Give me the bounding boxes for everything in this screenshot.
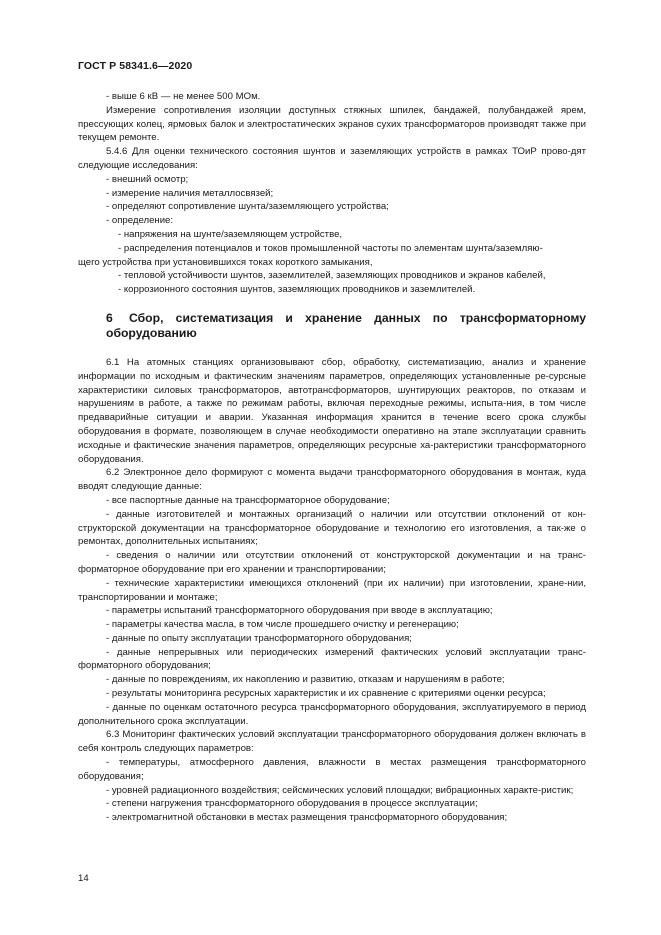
clause-5-4-6: 5.4.6 Для оценки технического состояния шунтов и заземляющих устройств в рамках ТОиР прово-дят следующие исследования: xyxy=(78,146,586,171)
sub-list-item: - тепловой устойчивости шунтов, заземлителей, заземляющих проводников и экранов кабелей, xyxy=(118,270,546,282)
list-item: - данные непрерывных или периодических измерений фактических условий эксплуатации транс-форматорного оборудования; xyxy=(78,646,586,672)
paragraph: Измерение сопротивления изоляции доступных стяжных шпилек, бандажей, полубандажей ярем, прессующих колец, ярмовых балок и электростатических экранов сухих трансформаторов производят также при текущем ремонте. xyxy=(78,104,586,144)
section-title: Сбор, систематизация и хранение данных по трансформаторному оборудованию xyxy=(106,310,586,341)
list-item: - уровней радиационного воздействия; сейсмических условий площадки; вибрационных характе-ристик; xyxy=(106,784,574,796)
list-item: - электромагнитной обстановки в местах размещения трансформаторного оборудования; xyxy=(106,812,508,824)
page-number: 14 xyxy=(78,873,89,884)
section-number: 6 xyxy=(106,310,113,325)
list-item: - данные по опыту эксплуатации трансформаторного оборудования; xyxy=(106,632,412,644)
list-item: - данные по оценкам остаточного ресурса трансформаторного оборудования, эксплуатируемого в период дополнительного срока эксплуатации. xyxy=(78,701,586,727)
list-item: - определение: xyxy=(106,215,174,227)
document-header: ГОСТ Р 58341.6—2020 xyxy=(78,60,193,72)
list-item: - результаты мониторинга ресурсных характеристик и их сравнение с критериями оценки ресурса; xyxy=(106,688,546,700)
list-item: - выше 6 кВ — не менее 500 МОм. xyxy=(106,91,261,102)
list-item: - данные изготовителей и монтажных организаций о наличии или отсутствии отклонений от кон-структорской документации на трансформаторное оборудование и технологию его изготовления, а так-же о ремонтах, дополнительных испытаниях; xyxy=(78,508,586,548)
list-item: - степени нагружения трансформаторного оборудования в процессе эксплуатации; xyxy=(106,798,478,810)
clause-6-3: 6.3 Мониторинг фактических условий эксплуатации трансформаторного оборудования должен включать в себя контроль следующих параметров: xyxy=(78,729,586,755)
list-item: - все паспортные данные на трансформаторное оборудование; xyxy=(106,494,390,506)
page-body xyxy=(78,90,586,825)
sub-list-item: - распределения потенциалов и токов промышленной частоты по элементам шунта/заземляю- щего устройства при установившихся токах короткого замыкания, xyxy=(78,242,543,268)
list-item: - измерение наличия металлосвязей; xyxy=(106,187,274,199)
list-item: - данные по повреждениям, их накоплению и развитию, отказам и нарушениям в работе; xyxy=(106,674,505,686)
list-item: - температуры, атмосферного давления, влажности в местах размещения трансформаторного оборудования; xyxy=(78,757,586,782)
list-item: - внешний осмотр; xyxy=(106,173,189,185)
list-item: - сведения о наличии или отсутствии отклонений от конструкторской документации и на транс-форматорное оборудование при его хранении и транспортировании; xyxy=(78,550,586,575)
list-item: - параметры испытаний трансформаторного оборудования при вводе в эксплуатацию; xyxy=(106,605,493,617)
sub-list-item: - напряжения на шунте/заземляющем устройстве, xyxy=(118,228,343,240)
list-item: - определяют сопротивление шунта/заземляющего устройства; xyxy=(106,201,389,213)
list-item: - технические характеристики имеющихся отклонений (при их наличии) при изготовлении, хране-нии, транспортировании и монтаже; xyxy=(78,577,586,603)
clause-6-2: 6.2 Электронное дело формируют с момента выдачи трансформаторного оборудования в монтаж, куда вводят следующие данные: xyxy=(78,467,586,493)
clause-6-1: 6.1 На атомных станциях организовывают сбор, обработку, систематизацию, анализ и хранение информации по исходным и фактическим значениям параметров, определяющих установленные ре-сурсные характеристики силовых трансформаторов, автотрансформаторов, шунтирующих реакторов, по отказам и нарушениям в работе, а также по режимам работы, включая переходные режимы, испыта-ния, в том числе предаварийные ситуации и аварии. Указанная информация хранится в течение всего срока службы оборудования в формате, позволяющем в случае необходимости оперативно на этапе эксплуатации сравнить исходные и фактические значения параметров, определяющих ресурсные ха-рактеристики трансформаторного оборудования. xyxy=(78,356,586,465)
list-item: - параметры качества масла, в том числе прошедшего очистку и регенерацию; xyxy=(106,619,459,631)
sub-list-item: - коррозионного состояния шунтов, заземляющих проводников и заземлителей. xyxy=(118,284,476,296)
section-heading xyxy=(78,311,586,342)
